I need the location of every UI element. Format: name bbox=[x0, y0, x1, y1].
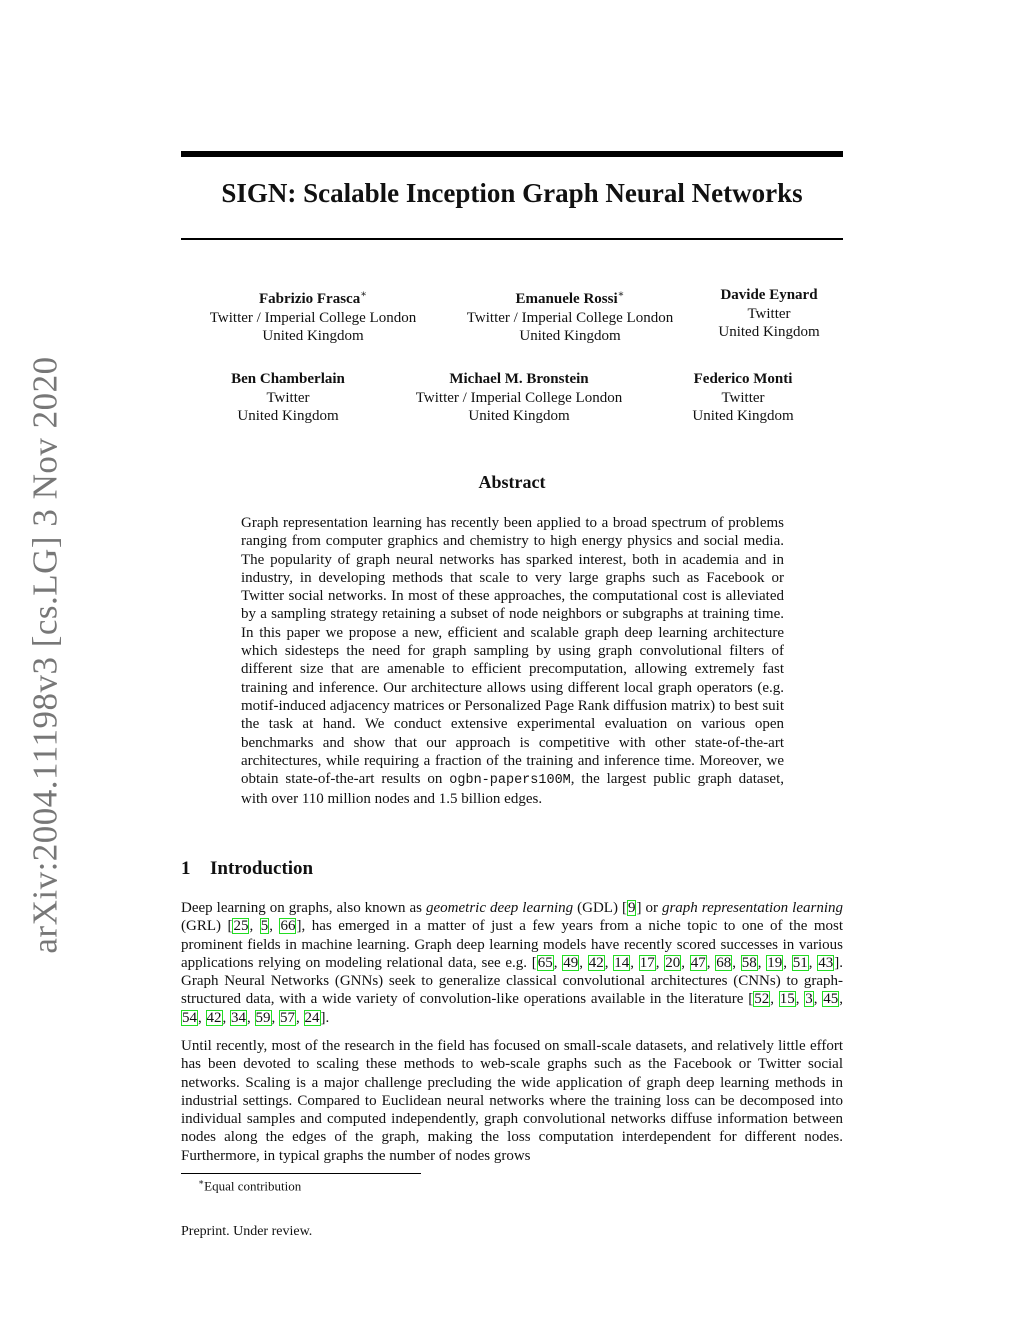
citation-link[interactable]: 24 bbox=[304, 1009, 320, 1026]
title-rule-bottom bbox=[181, 238, 843, 240]
author-affiliation: Twitter / Imperial College London bbox=[466, 309, 674, 326]
author-country: United Kingdom bbox=[468, 408, 570, 424]
citation-link[interactable]: 65 bbox=[537, 954, 553, 971]
author-country: United Kingdom bbox=[692, 408, 794, 424]
dataset-name: ogbn-papers100M bbox=[449, 773, 571, 789]
citation-link[interactable]: 66 bbox=[280, 918, 296, 935]
author-block bbox=[692, 370, 793, 426]
citation-link[interactable]: 59 bbox=[255, 1009, 271, 1026]
citation-link[interactable]: 20 bbox=[665, 954, 681, 971]
section-heading-introduction bbox=[181, 858, 313, 880]
author-affiliation: Twitter bbox=[747, 305, 791, 322]
citation-link[interactable]: 52 bbox=[754, 991, 770, 1008]
author-block bbox=[210, 286, 416, 346]
citation-link[interactable]: 34 bbox=[231, 1009, 246, 1026]
citation-link[interactable]: 68 bbox=[716, 954, 732, 971]
author-country: United Kingdom bbox=[237, 408, 339, 424]
abstract-text-end: , the largest public graph dataset, with over 110 million nodes and 1.5 billion edges. bbox=[241, 771, 784, 808]
section-title: Introduction bbox=[210, 858, 314, 879]
paper-title: SIGN: Scalable Inception Graph Neural Networks bbox=[221, 178, 803, 208]
citation-link[interactable]: 19 bbox=[767, 954, 783, 971]
author-name: Federico Monti bbox=[693, 371, 793, 387]
author-affiliation: Twitter bbox=[266, 389, 310, 406]
citation-group: 52, 15, 3, 45, 54, 42, 34, 59, 57, 24 bbox=[182, 991, 844, 1026]
text-run: (GDL) [ bbox=[573, 900, 627, 916]
author-name: Davide Eynard bbox=[720, 287, 818, 303]
abstract-text: Graph representation learning has recently been applied to a broad spectrum of problems ranging from computer graphics and chemistry to high energy physics and social media. The popularity of graph neural networks has sparked interest, both in academia and in industry, in developing methods that scale to very large graphs such as Facebook or Twitter social networks. In most of these approaches, the computational cost is alleviated by a sampling strategy retaining a subset of node neighbors or subgraphs at training time. In this paper we propose a new, efficient and scalable graph deep learning architecture which sidesteps the need for graph sampling by using graph convolutional filters of different size that are amenable to efficient precomputation, allowing extremely fast training and inference. Our architecture allows using different local graph operators (e.g. motif-induced adjacency matrices or Personalized Page Rank diffusion matrix) to best suit the task at hand. We conduct extensive experimental evaluation on various open benchmarks and show that our approach is competitive with other state-of-the-art architectures, while requiring a fraction of the training and inference time. Moreover, we obtain state-of-the-art results on bbox=[241, 515, 784, 788]
author-name: Michael M. Bronstein bbox=[449, 371, 589, 387]
author-affiliation: Twitter / Imperial College London bbox=[209, 309, 417, 326]
equal-contribution-mark: ∗ bbox=[360, 289, 368, 300]
citation-link[interactable]: 51 bbox=[792, 954, 808, 971]
author-country: United Kingdom bbox=[262, 328, 364, 344]
footnote-mark: ∗ bbox=[198, 1177, 205, 1187]
citation-link[interactable]: 57 bbox=[280, 1009, 295, 1026]
text-run: ]. bbox=[320, 1009, 330, 1026]
citation-link[interactable]: 9 bbox=[627, 900, 636, 916]
text-run: Deep learning on graphs, also known as bbox=[181, 900, 427, 916]
text-run: ], has emerged in a matter of just a few years from a niche topic to one of the most prominent fields in machine learning. Graph deep learning models have recently scored successes in various applications relying on modeling relational data, see e.g. [ bbox=[181, 918, 844, 971]
citation-link[interactable]: 43 bbox=[818, 954, 834, 971]
citation-link[interactable]: 17 bbox=[639, 954, 655, 971]
citation-link[interactable]: 14 bbox=[614, 954, 630, 971]
author-name: Ben Chamberlain bbox=[231, 371, 345, 387]
text-run: ]. Graph Neural Networks (GNNs) seek to generalize classical convolutional architectures (CNNs) to graph-structured data, with a wide variety of convolution-like operations available in the literature [ bbox=[181, 954, 844, 1008]
author-name: Fabrizio Frasca bbox=[258, 291, 361, 307]
author-block bbox=[467, 286, 673, 346]
author-country: United Kingdom bbox=[718, 324, 820, 340]
author-affiliation: Twitter / Imperial College London bbox=[415, 389, 623, 406]
footnote-rule bbox=[181, 1173, 421, 1174]
abstract-heading: Abstract bbox=[478, 472, 546, 492]
citation-link[interactable]: 42 bbox=[588, 954, 604, 971]
emphasis-term: graph representation learning bbox=[661, 900, 843, 916]
intro-paragraph-1 bbox=[181, 899, 843, 1027]
intro-paragraph-2: Until recently, most of the research in the field has focused on small-scale datasets, and relatively little effort has been devoted to scaling these methods to web-scale graphs such as the Facebook or Twitter social networks. Scaling is a major challenge precluding the wide application of graph deep learning methods in industrial settings. Compared to Euclidean neural networks where the training loss can be decomposed into individual samples and computed independently, graph convolutional networks diffuse information between nodes along the edges of the graph, making the loss computation interdependent for different nodes. Furthermore, in typical graphs the number of nodes grows bbox=[181, 1038, 843, 1164]
citation-link[interactable]: 42 bbox=[206, 1009, 222, 1026]
preprint-notice: Preprint. Under review. bbox=[181, 1224, 313, 1239]
citation-link[interactable]: 45 bbox=[823, 991, 839, 1008]
arxiv-identifier: arXiv:2004.11198v3 [cs.LG] 3 Nov 2020 bbox=[26, 356, 65, 954]
text-run: ] or bbox=[636, 900, 662, 916]
citation-link[interactable]: 47 bbox=[690, 954, 706, 971]
citation-link[interactable]: 5 bbox=[260, 918, 269, 935]
author-country: United Kingdom bbox=[519, 328, 621, 344]
text-run: (GRL) [ bbox=[181, 918, 233, 935]
author-block bbox=[718, 286, 819, 342]
author-block bbox=[231, 370, 345, 426]
citation-link[interactable]: 25 bbox=[233, 918, 249, 935]
citation-group: 65, 49, 42, 14, 17, 20, 47, 68, 58, 19, 51, 43 bbox=[537, 954, 834, 971]
author-affiliation: Twitter bbox=[721, 389, 765, 406]
footnote-text: Equal contribution bbox=[204, 1178, 302, 1194]
citation-group: 25, 5, 66 bbox=[233, 918, 296, 935]
citation-link[interactable]: 58 bbox=[741, 954, 757, 971]
equal-contribution-mark: ∗ bbox=[617, 289, 625, 300]
citation-link[interactable]: 15 bbox=[779, 991, 795, 1008]
author-block bbox=[416, 370, 622, 426]
abstract-body bbox=[241, 514, 784, 809]
citation-link[interactable]: 3 bbox=[805, 991, 813, 1008]
citation-link[interactable]: 49 bbox=[563, 954, 579, 971]
arxiv-sidebar bbox=[16, 350, 76, 960]
footnote bbox=[198, 1177, 301, 1194]
title-rule-top bbox=[181, 151, 843, 157]
citation-link[interactable]: 54 bbox=[182, 1009, 197, 1026]
section-number: 1 bbox=[181, 858, 191, 879]
emphasis-term: geometric deep learning bbox=[426, 900, 574, 916]
author-name: Emanuele Rossi bbox=[515, 291, 618, 307]
